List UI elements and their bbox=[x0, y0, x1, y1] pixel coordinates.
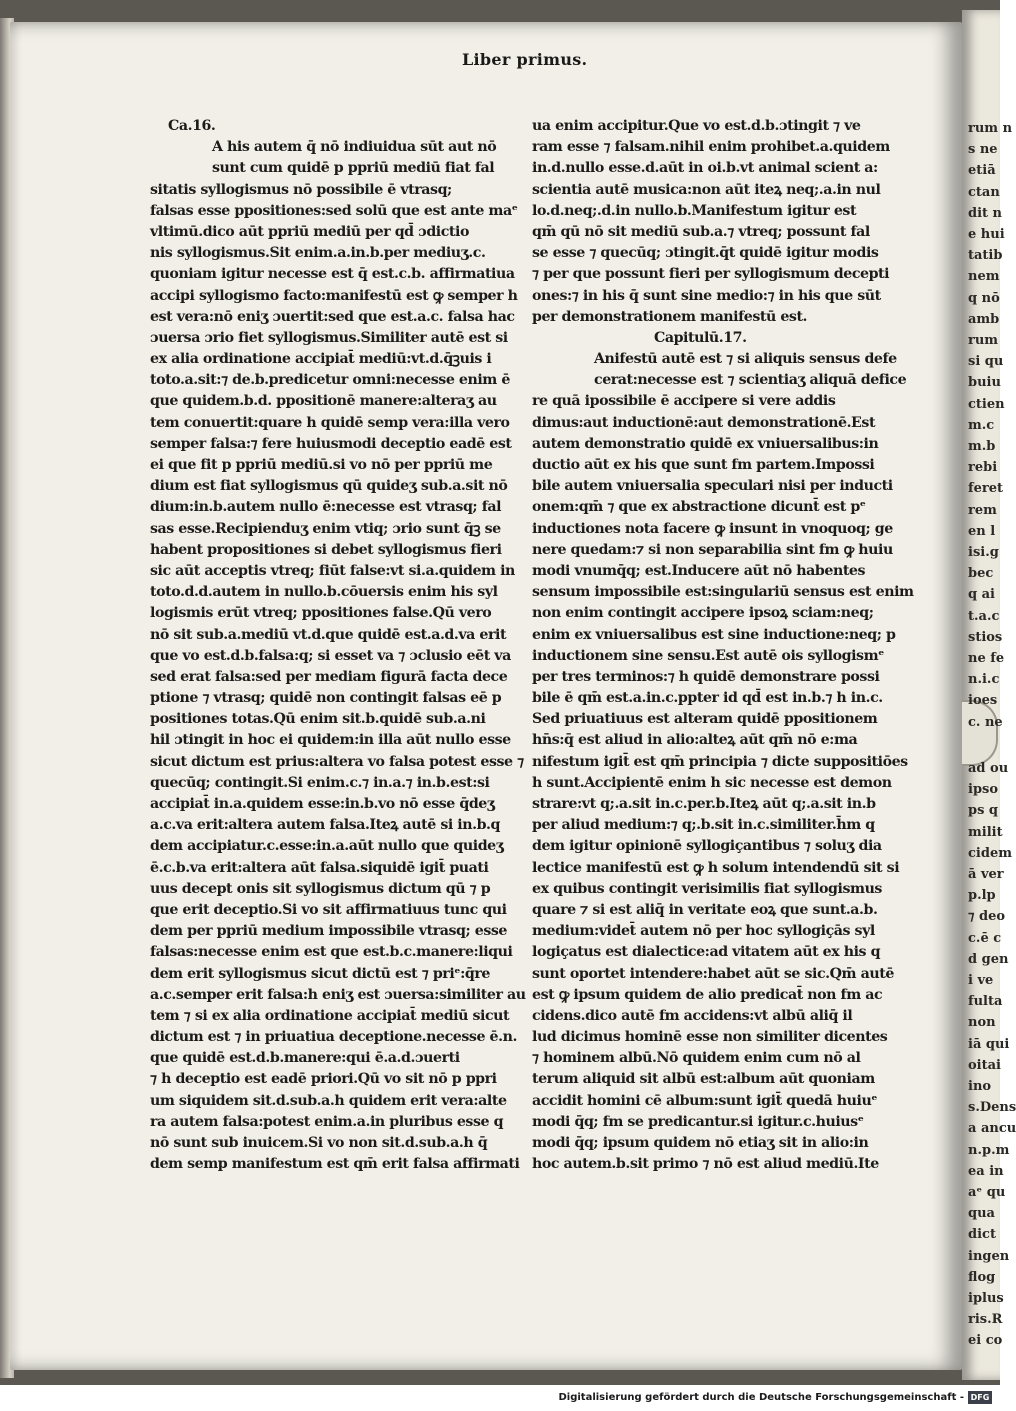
facing-fragment: ris.R bbox=[968, 1312, 1003, 1328]
text-line: toto.d.d.autem in nullo.b.cōuersis enim his syl bbox=[150, 584, 498, 601]
text-line: vltimū.dico aūt ppriū mediū per qd̄ ɔdictio bbox=[150, 223, 469, 240]
facing-fragment: dit n bbox=[968, 205, 1003, 221]
facing-page-lower-text bbox=[968, 758, 1016, 1352]
text-line: strare:vt q;.a.sit in.c.per.b.Iteꝝ aūt q;.a.sit in.b bbox=[532, 796, 876, 812]
facing-fragment: ea in bbox=[968, 1163, 1004, 1179]
facing-fragment: ctan bbox=[968, 184, 1000, 200]
text-line: que quidē est.d.b.manere:qui ē.a.d.ɔuerti bbox=[150, 1050, 460, 1067]
text-line: cerat:necesse est ⁊ scientiaʒ aliquā defice bbox=[594, 372, 907, 389]
chapter-heading-17: Capitulū.17. bbox=[654, 329, 747, 346]
text-line: logiçatus est dialectice:ad vitatem aūt ex his q bbox=[532, 944, 881, 961]
text-line: hil ɔtingit in hoc ei quidem:in illa aūt nullo esse bbox=[150, 732, 511, 749]
text-line: accidit homini cē album:sunt igit̄ quedā huiuᵉ bbox=[532, 1092, 878, 1109]
right-column-lines-after bbox=[532, 349, 914, 1175]
text-line: h sunt.Accipientē enim h sic necesse est demon bbox=[532, 774, 892, 791]
text-line: ra autem falsa:potest enim.a.in pluribus esse q bbox=[150, 1113, 504, 1130]
facing-fragment: c.ē c bbox=[968, 930, 1002, 946]
text-line: autem demonstratio quidē ex vniuersalibus:in bbox=[532, 435, 879, 452]
text-line: ex alia ordinatione accipiat̄ mediū:vt.d.q̄ꝫuis i bbox=[150, 351, 492, 368]
text-line: est ꝙ ipsum quidem de alio predicat̄ non fm ac bbox=[532, 986, 883, 1003]
text-line: ua enim accipitur.Que vo est.d.b.ɔtingit ⁊ ve bbox=[532, 118, 861, 134]
facing-fragment: flog bbox=[968, 1269, 996, 1285]
facing-fragment: s.Dens bbox=[968, 1100, 1016, 1116]
text-line: tem conuertit:quare h quidē semp vera:illa vero bbox=[150, 414, 510, 431]
facing-fragment: ps q bbox=[968, 803, 999, 819]
text-line: inductiones nota facere ꝙ insunt in vnoquoq; ge bbox=[532, 520, 893, 537]
text-line: in.d.nullo esse.d.aūt in oi.b.vt animal scient a: bbox=[532, 160, 878, 177]
facing-fragment: amb bbox=[968, 311, 1000, 327]
facing-fragment: etiā bbox=[968, 163, 996, 179]
text-line: medium:videt̄ autem nō per hoc syllogiçās syl bbox=[532, 923, 875, 940]
facing-fragment: m.c bbox=[968, 417, 995, 433]
facing-fragment: qua bbox=[968, 1206, 995, 1222]
facing-fragment: ino bbox=[968, 1079, 992, 1095]
facing-fragment: feret bbox=[968, 481, 1003, 497]
text-line: semper falsa:⁊ fere huiusmodi deceptio eadē est bbox=[150, 435, 512, 452]
text-line: dem semp manifestum est qm̄ erit falsa affirmati bbox=[150, 1156, 520, 1173]
text-line: cidens.dico autē fm accidens:vt albū aliq̄ il bbox=[532, 1007, 853, 1024]
facing-fragment: stios bbox=[968, 629, 1003, 645]
text-line: a.c.va erit:altera autem falsa.Iteꝝ autē si in.b.q bbox=[150, 817, 501, 834]
text-line: sas esse.Recipienduʒ enim vtiq; ɔrio sunt q̄ꝫ se bbox=[150, 520, 501, 537]
facing-fragment: rem bbox=[968, 502, 997, 518]
text-line: hn̄s:q̄ est aliud in alio:alteꝝ aūt qm̄ nō e:ma bbox=[532, 732, 858, 749]
facing-fragment: t.a.c bbox=[968, 608, 1000, 624]
text-line: nere quedam:⁊ si non separabilia sint fm ꝙ huiu bbox=[532, 541, 893, 558]
text-line: que vo est.d.b.falsa:q; si esset va ⁊ ɔclusio eēt va bbox=[150, 647, 511, 664]
text-line: toto.a.sit:⁊ de.b.predicetur omni:necesse enim ē bbox=[150, 372, 510, 389]
text-line: a.c.semper erit falsa:h eniʒ est ɔuersa:similiter au bbox=[150, 986, 526, 1003]
text-line: ei que fit p ppriū mediū.si vo nō per ppriū me bbox=[150, 457, 493, 473]
text-line: ɔuersa ɔrio fiet syllogismus.Similiter autē est si bbox=[150, 329, 508, 346]
text-line: dium:in.b.autem nullo ē:necesse est vtrasq; fal bbox=[150, 499, 502, 516]
facing-fragment: isi.g bbox=[968, 545, 999, 561]
text-line: habent propositiones si debet syllogismus fieri bbox=[150, 541, 502, 558]
facing-fragment: ne fe bbox=[968, 651, 1005, 667]
facing-fragment: bec bbox=[968, 566, 994, 582]
facing-fragment: ā ver bbox=[968, 867, 1004, 883]
text-line: quoniam igitur necesse est q̄ est.c.b. affirmatiua bbox=[150, 266, 515, 283]
left-text-column bbox=[150, 116, 526, 1175]
facing-fragment: s ne bbox=[968, 142, 998, 158]
text-line: dimus:aut inductionē:aut demonstrationē.Est bbox=[532, 414, 876, 431]
text-line: nō sit sub.a.mediū vt.d.que quidē est.a.d.va erit bbox=[150, 626, 507, 643]
facing-fragment: si qu bbox=[968, 354, 1004, 370]
facing-fragment: p.lp bbox=[968, 888, 996, 904]
text-line: positiones totas.Qū enim sit.b.quidē sub.a.ni bbox=[150, 711, 486, 728]
facing-fragment: fulta bbox=[968, 994, 1003, 1010]
text-line: lud dicimus hominē esse non similiter dicentes bbox=[532, 1029, 888, 1046]
text-line: nifestum igit̄ est qm̄ principia ⁊ dicte suppositiōes bbox=[532, 753, 908, 770]
facing-fragment: rum bbox=[968, 333, 999, 349]
facing-fragment: d gen bbox=[968, 951, 1009, 967]
text-line: dem erit syllogismus sicut dictū est ⁊ priᵉ:q̄re bbox=[150, 965, 490, 982]
text-line: est vera:nō eniʒ ɔuertit:sed que est.a.c. falsa hac bbox=[150, 308, 515, 325]
facing-fragment: tatib bbox=[968, 248, 1003, 264]
text-line: ⁊ h deceptio est eadē priori.Qū vo sit nō p ppri bbox=[150, 1071, 497, 1088]
text-line: sed erat falsa:sed per mediam figurā facta dece bbox=[150, 668, 508, 685]
text-line: sunt cum quidē p ppriū mediū fiat fal bbox=[212, 160, 495, 177]
facing-fragment: dict bbox=[968, 1227, 996, 1243]
text-line: quecūq; contingit.Si enim.c.⁊ in.a.⁊ in.b.est:si bbox=[150, 774, 490, 791]
chapter-heading: Ca.16. bbox=[168, 118, 216, 134]
text-line: accipiat̄ in.a.quidem esse:in.b.vo nō esse q̄deʒ bbox=[150, 796, 495, 812]
right-text-column bbox=[532, 116, 914, 1175]
facing-fragment: q ai bbox=[968, 587, 995, 603]
facing-fragment: ei co bbox=[968, 1333, 1003, 1349]
facing-fragment: iā qui bbox=[968, 1036, 1010, 1052]
text-line: dem igitur opinionē syllogiçantibus ⁊ soluʒ dia bbox=[532, 838, 882, 855]
facing-fragment: non bbox=[968, 1015, 996, 1031]
text-line: sunt oportet intendere:habet aūt se sic.Qm̄ autē bbox=[532, 965, 894, 982]
facing-fragment: rum n bbox=[968, 121, 1013, 136]
text-line: nis syllogismus.Sit enim.a.in.b.per mediuʒ.c. bbox=[150, 245, 486, 262]
text-line: terum aliquid sit albū est:album aūt quoniam bbox=[532, 1071, 875, 1088]
right-column-lines-before bbox=[532, 116, 888, 328]
facing-fragment: nem bbox=[968, 269, 1000, 285]
facing-fragment: oitai bbox=[968, 1057, 1001, 1073]
text-line: per aliud medium:⁊ q;.b.sit in.c.similiter.h̄m q bbox=[532, 817, 875, 834]
text-line: ⁊ per que possunt fieri per syllogismum decepti bbox=[532, 266, 890, 283]
facing-fragment: aᵉ qu bbox=[968, 1185, 1006, 1201]
facing-fragment: ingen bbox=[968, 1248, 1010, 1264]
facing-fragment: ad ou bbox=[968, 761, 1009, 776]
text-line: onem:qm̄ ⁊ que ex abstractione dicunt̄ est pᵉ bbox=[532, 499, 866, 516]
text-line: que erit deceptio.Si vo sit affirmatiuus tunc qui bbox=[150, 901, 507, 918]
text-line: tem ⁊ si ex alia ordinatione accipiat̄ mediū sicut bbox=[150, 1007, 510, 1024]
text-line: dium est fiat syllogismus qū quideʒ sub.a.sit nō bbox=[150, 478, 508, 495]
text-line: Sed priuatiuus est alteram quidē ppositionem bbox=[532, 711, 878, 728]
text-line: Anifestū autē est ⁊ si aliquis sensus defe bbox=[594, 351, 897, 368]
text-line: per tres terminos:⁊ h quidē demonstrare possi bbox=[532, 668, 880, 685]
text-line: ductio aūt ex his que sunt fm partem.Impossi bbox=[532, 457, 875, 473]
text-line: ram esse ⁊ falsam.nihil enim prohibet.a.quidem bbox=[532, 139, 890, 156]
text-line: ē.c.b.va erit:altera aūt falsa.siquidē igit̄ puati bbox=[150, 859, 489, 876]
text-line: logismis erūt vtreq; ppositiones false.Qū vero bbox=[150, 605, 492, 622]
text-line: dem accipiatur.c.esse:in.a.aūt nullo que quideʒ bbox=[150, 838, 504, 855]
facing-fragment: c. ne bbox=[968, 714, 1003, 730]
text-line: lo.d.neq;.d.in nullo.b.Manifestum igitur est bbox=[532, 202, 857, 219]
left-column-lines bbox=[150, 137, 526, 1175]
facing-fragment: rebi bbox=[968, 460, 998, 476]
text-line: nō sunt sub inuicem.Si vo non sit.d.sub.a.h q̄ bbox=[150, 1135, 488, 1151]
text-line: ones:⁊ in his q̄ sunt sine medio:⁊ in his que sūt bbox=[532, 287, 881, 304]
facing-fragment: n.i.c bbox=[968, 672, 1000, 688]
text-line: re quā ipossibile ē accipere si vere addis bbox=[532, 393, 836, 410]
facing-fragment: m.b bbox=[968, 439, 996, 455]
text-line: sicut dictum est prius:altera vo falsa potest esse ⁊ bbox=[150, 753, 524, 770]
text-line: modi q̄q; fm se predicantur.si igitur.c.huiusᵉ bbox=[532, 1113, 864, 1130]
funding-credit: Digitalisierung gefördert durch die Deutsche Forschungsgemeinschaft - bbox=[558, 1392, 964, 1403]
text-line: A his autem q̄ nō indiuidua sūt aut nō bbox=[212, 139, 497, 156]
text-line: non enim contingit accipere ipsoꝝ sciam:neq; bbox=[532, 605, 874, 622]
facing-fragment: iplus bbox=[968, 1291, 1004, 1307]
facing-fragment: en l bbox=[968, 523, 996, 539]
text-line: scientia autē musica:non aūt iteꝝ neq;.a.in nul bbox=[532, 181, 881, 198]
text-line: inductionem sine sensu.Est autē ois syllogismᵉ bbox=[532, 647, 884, 664]
facing-fragment: n.p.m bbox=[968, 1142, 1010, 1158]
text-line: falsas esse ppositiones:sed solū que est ante maᵉ bbox=[150, 202, 518, 219]
text-line: sitatis syllogismus nō possibile ē vtrasq; bbox=[150, 181, 452, 198]
dfg-logo: DFG bbox=[968, 1391, 992, 1404]
text-line: sic aūt acceptis vtreq; fiūt false:vt si.a.quidem in bbox=[150, 562, 515, 579]
text-line: falsas:necesse enim est que est.b.c.manere:liqui bbox=[150, 944, 513, 961]
text-line: qm̄ qū nō sit mediū sub.a.⁊ vtreq; possunt fal bbox=[532, 223, 870, 240]
text-line: dem per ppriū medium impossibile vtrasq; esse bbox=[150, 923, 507, 940]
facing-fragment: ipso bbox=[968, 782, 999, 798]
facing-fragment: ioes bbox=[968, 693, 998, 709]
text-line: lectice manifestū est ꝙ h solum intendendū sit si bbox=[532, 859, 900, 876]
text-line: que quidem.b.d. ppositionē manere:alteraʒ au bbox=[150, 393, 497, 410]
text-line: um siquidem sit.d.sub.a.h quidem erit vera:alte bbox=[150, 1092, 507, 1109]
text-line: sensum impossibile est:singulariū sensus est enim bbox=[532, 584, 914, 601]
facing-fragment: q nō bbox=[968, 290, 1000, 306]
facing-fragment: ⁊ deo bbox=[968, 909, 1006, 925]
text-line: ptione ⁊ vtrasq; quidē non contingit falsas eē p bbox=[150, 690, 502, 707]
text-line: dictum est ⁊ in priuatiua deceptione.necesse ē.n. bbox=[150, 1029, 517, 1046]
text-line: per demonstrationem manifestū est. bbox=[532, 308, 808, 325]
text-line: quare ⁊ si est aliq̄ in veritate eoꝝ que sunt.a.b. bbox=[532, 901, 878, 918]
facing-fragment: milit bbox=[968, 824, 1003, 840]
text-line: enim ex vniuersalibus est sine inductione:neq; p bbox=[532, 626, 896, 643]
text-line: accipi syllogismo facto:manifestū est ꝙ semper h bbox=[150, 287, 518, 304]
text-line: bile ē qm̄ est.a.in.c.ppter id qd̄ est in.b.⁊ h in.c. bbox=[532, 690, 883, 707]
facing-fragment: e hui bbox=[968, 227, 1005, 243]
text-line: modi vnumq̄q; est.Inducere aūt nō habentes bbox=[532, 562, 866, 579]
facing-fragment: a ancu bbox=[968, 1121, 1016, 1137]
running-head: Liber primus. bbox=[462, 50, 588, 69]
text-line: se esse ⁊ quecūq; ɔtingit.q̄t quidē igitur modis bbox=[532, 245, 879, 262]
text-line: uus decept onis sit syllogismus dictum qū ⁊ p bbox=[150, 880, 491, 897]
facing-fragment: i ve bbox=[968, 973, 994, 989]
text-line: hoc autem.b.sit primo ⁊ nō est aliud mediū.Ite bbox=[532, 1156, 879, 1173]
text-line: modi q̄q; ipsum quidem nō etiaʒ sit in alio:in bbox=[532, 1135, 869, 1151]
facing-page-text bbox=[968, 118, 1013, 733]
text-line: bile autem vniuersalia speculari nisi per inducti bbox=[532, 478, 893, 495]
facing-fragment: ctien bbox=[968, 396, 1005, 412]
text-line: ⁊ hominem albū.Nō quidem enim cum nō al bbox=[532, 1050, 861, 1067]
facing-fragment: buiu bbox=[968, 375, 1001, 391]
facing-fragment: cidem bbox=[968, 845, 1012, 861]
text-line: ex quibus contingit verisimilis fiat syllogismus bbox=[532, 880, 882, 897]
